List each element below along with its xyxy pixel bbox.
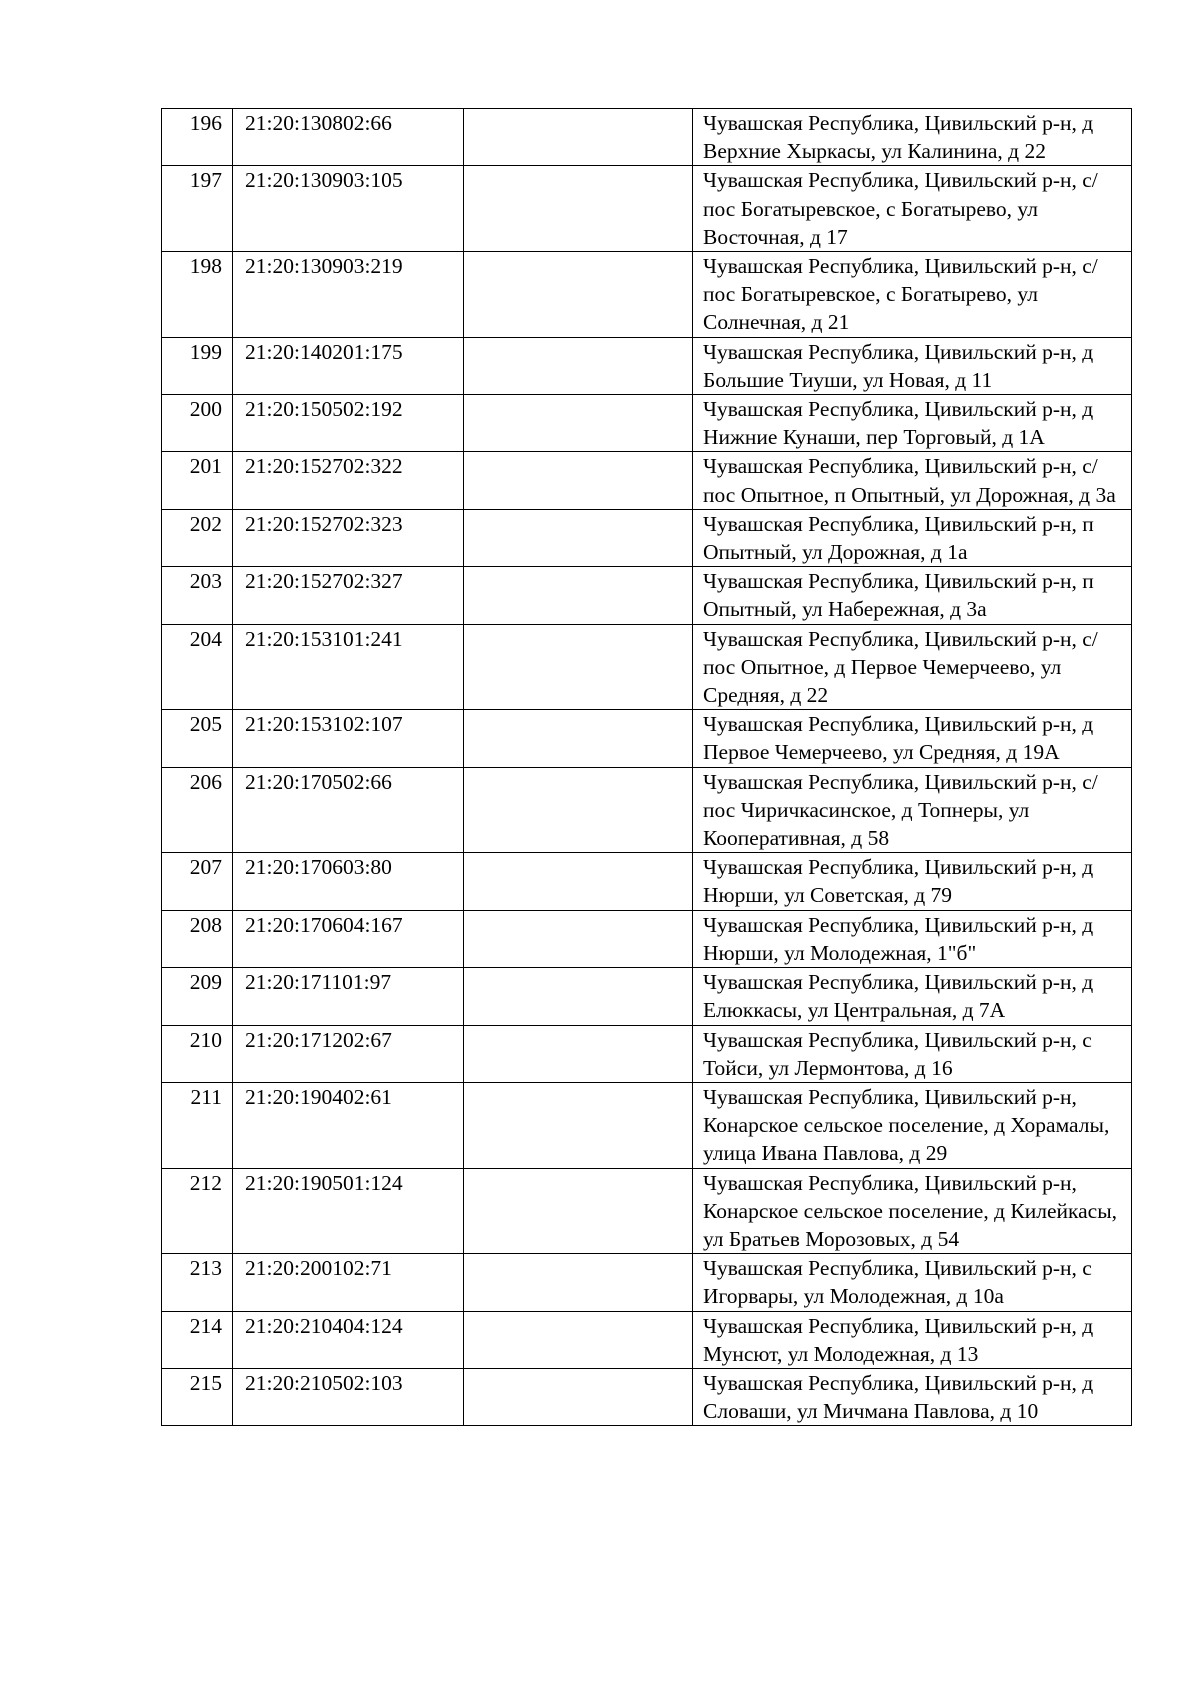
- cadastral-number-cell: 21:20:190402:61: [233, 1082, 464, 1168]
- cadastral-number-cell: 21:20:150502:192: [233, 395, 464, 452]
- address-cell: Чувашская Республика, Цивильский р-н, Конарское сельское поселение, д Хорамалы, улица Ивана Павлова, д 29: [693, 1082, 1132, 1168]
- empty-cell: [464, 767, 693, 853]
- empty-cell: [464, 1025, 693, 1082]
- property-table-body: [162, 109, 1132, 1426]
- empty-cell: [464, 509, 693, 566]
- empty-cell: [464, 395, 693, 452]
- row-number-cell: 198: [162, 252, 233, 338]
- address-cell: Чувашская Республика, Цивильский р-н, д Большие Тиуши, ул Новая, д 11: [693, 337, 1132, 394]
- address-cell: Чувашская Республика, Цивильский р-н, с Игорвары, ул Молодежная, д 10а: [693, 1254, 1132, 1311]
- cadastral-number-cell: 21:20:140201:175: [233, 337, 464, 394]
- row-number-cell: 211: [162, 1082, 233, 1168]
- empty-cell: [464, 968, 693, 1025]
- property-table: [161, 108, 1132, 1426]
- cadastral-number-cell: 21:20:210404:124: [233, 1311, 464, 1368]
- address-cell: Чувашская Республика, Цивильский р-н, с/пос Богатыревское, с Богатырево, ул Солнечная, д 21: [693, 252, 1132, 338]
- address-cell: Чувашская Республика, Цивильский р-н, д Нижние Кунаши, пер Торговый, д 1А: [693, 395, 1132, 452]
- empty-cell: [464, 624, 693, 710]
- empty-cell: [464, 252, 693, 338]
- row-number-cell: 196: [162, 109, 233, 166]
- row-number-cell: 206: [162, 767, 233, 853]
- table-row: [162, 710, 1132, 767]
- empty-cell: [464, 853, 693, 910]
- row-number-cell: 202: [162, 509, 233, 566]
- empty-cell: [464, 337, 693, 394]
- table-row: [162, 767, 1132, 853]
- address-cell: Чувашская Республика, Цивильский р-н, д Первое Чемерчеево, ул Средняя, д 19А: [693, 710, 1132, 767]
- empty-cell: [464, 1254, 693, 1311]
- empty-cell: [464, 1368, 693, 1425]
- row-number-cell: 209: [162, 968, 233, 1025]
- table-row: [162, 1025, 1132, 1082]
- table-row: [162, 452, 1132, 509]
- cadastral-number-cell: 21:20:170502:66: [233, 767, 464, 853]
- table-row: [162, 853, 1132, 910]
- empty-cell: [464, 567, 693, 624]
- row-number-cell: 208: [162, 910, 233, 967]
- empty-cell: [464, 109, 693, 166]
- address-cell: Чувашская Республика, Цивильский р-н, с/пос Опытное, п Опытный, ул Дорожная, д 3а: [693, 452, 1132, 509]
- address-cell: Чувашская Республика, Цивильский р-н, Конарское сельское поселение, д Килейкасы, ул Братьев Морозовых, д 54: [693, 1168, 1132, 1254]
- table-row: [162, 509, 1132, 566]
- table-row: [162, 337, 1132, 394]
- row-number-cell: 204: [162, 624, 233, 710]
- row-number-cell: 213: [162, 1254, 233, 1311]
- address-cell: Чувашская Республика, Цивильский р-н, д Словаши, ул Мичмана Павлова, д 10: [693, 1368, 1132, 1425]
- cadastral-number-cell: 21:20:152702:322: [233, 452, 464, 509]
- address-cell: Чувашская Республика, Цивильский р-н, д Нюрши, ул Советская, д 79: [693, 853, 1132, 910]
- cadastral-number-cell: 21:20:200102:71: [233, 1254, 464, 1311]
- empty-cell: [464, 1168, 693, 1254]
- table-row: [162, 624, 1132, 710]
- row-number-cell: 210: [162, 1025, 233, 1082]
- address-cell: Чувашская Республика, Цивильский р-н, с Тойси, ул Лермонтова, д 16: [693, 1025, 1132, 1082]
- empty-cell: [464, 166, 693, 252]
- cadastral-number-cell: 21:20:130903:105: [233, 166, 464, 252]
- row-number-cell: 203: [162, 567, 233, 624]
- empty-cell: [464, 452, 693, 509]
- cadastral-number-cell: 21:20:170603:80: [233, 853, 464, 910]
- address-cell: Чувашская Республика, Цивильский р-н, п Опытный, ул Набережная, д 3а: [693, 567, 1132, 624]
- table-row: [162, 166, 1132, 252]
- row-number-cell: 212: [162, 1168, 233, 1254]
- cadastral-number-cell: 21:20:130903:219: [233, 252, 464, 338]
- address-cell: Чувашская Республика, Цивильский р-н, п Опытный, ул Дорожная, д 1а: [693, 509, 1132, 566]
- table-row: [162, 968, 1132, 1025]
- table-row: [162, 567, 1132, 624]
- address-cell: Чувашская Республика, Цивильский р-н, с/пос Богатыревское, с Богатырево, ул Восточная, д 17: [693, 166, 1132, 252]
- row-number-cell: 201: [162, 452, 233, 509]
- row-number-cell: 214: [162, 1311, 233, 1368]
- cadastral-number-cell: 21:20:171202:67: [233, 1025, 464, 1082]
- row-number-cell: 197: [162, 166, 233, 252]
- table-row: [162, 395, 1132, 452]
- address-cell: Чувашская Республика, Цивильский р-н, д Елюккасы, ул Центральная, д 7А: [693, 968, 1132, 1025]
- row-number-cell: 207: [162, 853, 233, 910]
- cadastral-number-cell: 21:20:170604:167: [233, 910, 464, 967]
- table-row: [162, 1082, 1132, 1168]
- address-cell: Чувашская Республика, Цивильский р-н, с/пос Чиричкасинское, д Топнеры, ул Кооперативная, д 58: [693, 767, 1132, 853]
- table-row: [162, 910, 1132, 967]
- table-row: [162, 252, 1132, 338]
- cadastral-number-cell: 21:20:153101:241: [233, 624, 464, 710]
- empty-cell: [464, 910, 693, 967]
- row-number-cell: 199: [162, 337, 233, 394]
- cadastral-number-cell: 21:20:152702:327: [233, 567, 464, 624]
- empty-cell: [464, 1082, 693, 1168]
- address-cell: Чувашская Республика, Цивильский р-н, с/пос Опытное, д Первое Чемерчеево, ул Средняя, д 22: [693, 624, 1132, 710]
- table-row: [162, 1254, 1132, 1311]
- cadastral-number-cell: 21:20:171101:97: [233, 968, 464, 1025]
- cadastral-number-cell: 21:20:153102:107: [233, 710, 464, 767]
- table-row: [162, 1368, 1132, 1425]
- row-number-cell: 205: [162, 710, 233, 767]
- empty-cell: [464, 710, 693, 767]
- table-row: [162, 1168, 1132, 1254]
- cadastral-number-cell: 21:20:130802:66: [233, 109, 464, 166]
- cadastral-number-cell: 21:20:210502:103: [233, 1368, 464, 1425]
- cadastral-number-cell: 21:20:152702:323: [233, 509, 464, 566]
- address-cell: Чувашская Республика, Цивильский р-н, д Мунсют, ул Молодежная, д 13: [693, 1311, 1132, 1368]
- address-cell: Чувашская Республика, Цивильский р-н, д Верхние Хыркасы, ул Калинина, д 22: [693, 109, 1132, 166]
- cadastral-number-cell: 21:20:190501:124: [233, 1168, 464, 1254]
- address-cell: Чувашская Республика, Цивильский р-н, д Нюрши, ул Молодежная, 1"б": [693, 910, 1132, 967]
- row-number-cell: 215: [162, 1368, 233, 1425]
- table-row: [162, 109, 1132, 166]
- empty-cell: [464, 1311, 693, 1368]
- table-row: [162, 1311, 1132, 1368]
- row-number-cell: 200: [162, 395, 233, 452]
